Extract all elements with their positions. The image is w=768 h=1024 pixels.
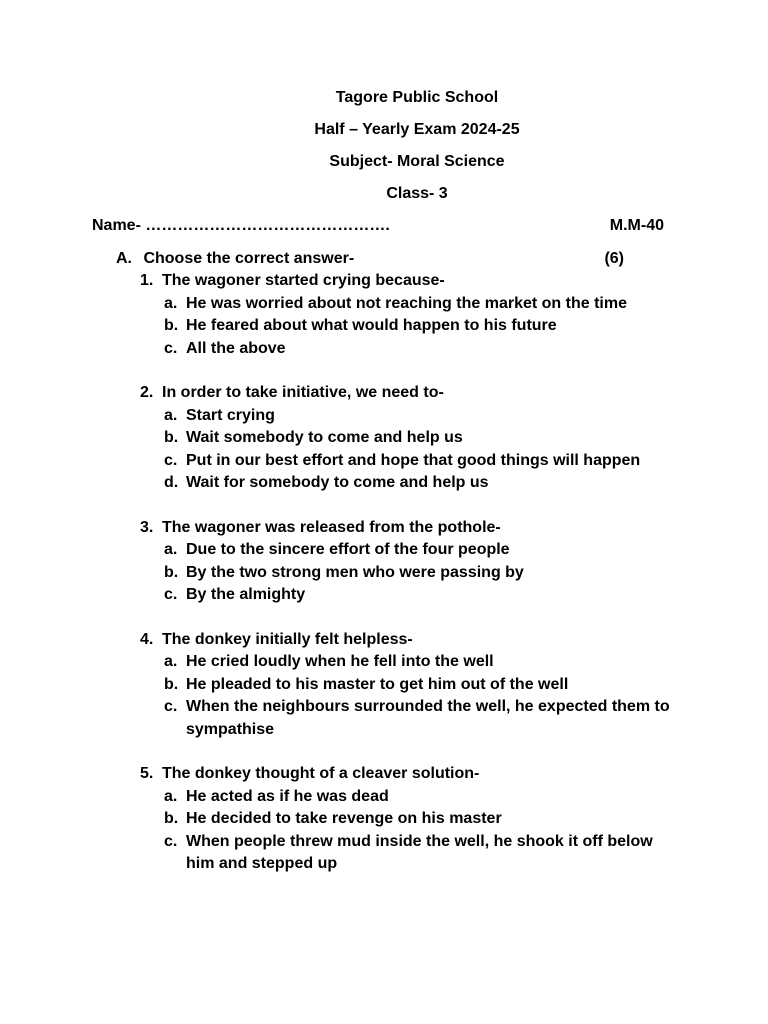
option-letter: a. [164, 541, 178, 558]
option-letter: a. [164, 406, 178, 424]
question-1 [140, 270, 670, 360]
option-letter: d. [164, 474, 179, 491]
option-text: By the almighty [186, 586, 306, 603]
answer-option [140, 808, 670, 831]
answer-option [140, 562, 670, 585]
option-text: When people threw mud inside the well, he shook it off below him and stepped up [186, 832, 653, 872]
answer-option [140, 831, 670, 876]
question-text: The wagoner started crying because- [162, 272, 445, 289]
name-field-line: Name- ………………………………………. [92, 217, 390, 234]
question-5 [140, 763, 670, 876]
question-3 [140, 517, 670, 607]
question-text: The donkey initially felt helpless- [162, 630, 413, 648]
option-letter: c. [164, 339, 178, 357]
question-text: The wagoner was released from the pothole- [162, 518, 501, 536]
answer-option [140, 674, 670, 697]
option-letter: c. [164, 451, 178, 469]
question-2 [140, 382, 670, 495]
option-text: He cried loudly when he fell into the well [186, 653, 494, 670]
question-list [140, 270, 670, 898]
section-heading [116, 249, 624, 269]
option-text: Start crying [186, 406, 275, 424]
exam-title: Half – Yearly Exam 2024-25 [314, 121, 520, 138]
option-letter: c. [164, 586, 178, 603]
option-text: Wait somebody to come and help us [186, 429, 463, 446]
answer-option [140, 651, 670, 674]
option-letter: b. [164, 563, 179, 581]
section-marks: (6) [604, 250, 624, 267]
question-4 [140, 629, 670, 742]
option-text: He acted as if he was dead [186, 787, 389, 805]
subject-line: Subject- Moral Science [329, 153, 505, 170]
option-letter: b. [164, 810, 179, 827]
option-text: He feared about what would happen to his future [186, 317, 557, 334]
option-letter: a. [164, 787, 178, 805]
option-letter: a. [164, 653, 178, 670]
option-letter: a. [164, 294, 178, 312]
question-stem [140, 763, 670, 786]
option-text: When the neighbours surrounded the well, he expected them to sympathise [186, 698, 670, 738]
option-letter: c. [164, 698, 178, 715]
question-number: 3. [140, 518, 154, 536]
option-letter: b. [164, 429, 179, 446]
answer-option [140, 450, 670, 473]
option-text: He pleaded to his master to get him out of the well [186, 675, 569, 693]
option-text: He decided to take revenge on his master [186, 810, 502, 827]
answer-option [140, 696, 670, 741]
question-stem [140, 270, 670, 293]
question-stem [140, 629, 670, 652]
section-title: Choose the correct answer- [143, 250, 355, 267]
question-number: 1. [140, 272, 154, 289]
class-line: Class- 3 [386, 185, 448, 202]
question-number: 5. [140, 765, 154, 782]
name-marks-row [92, 216, 664, 236]
question-text: In order to take initiative, we need to- [162, 384, 444, 401]
answer-option [140, 338, 670, 361]
question-text: The donkey thought of a cleaver solution- [162, 765, 480, 782]
answer-option [140, 539, 670, 562]
option-letter: b. [164, 317, 179, 334]
option-letter: b. [164, 675, 179, 693]
question-stem [140, 517, 670, 540]
option-text: All the above [186, 339, 286, 357]
max-marks: M.M-40 [609, 217, 664, 234]
question-number: 2. [140, 384, 154, 401]
answer-option [140, 405, 670, 428]
option-text: By the two strong men who were passing by [186, 563, 524, 581]
school-name: Tagore Public School [335, 89, 499, 106]
answer-option [140, 427, 670, 450]
answer-option [140, 472, 670, 495]
option-text: He was worried about not reaching the market on the time [186, 294, 627, 312]
answer-option [140, 293, 670, 316]
question-number: 4. [140, 630, 154, 648]
option-text: Wait for somebody to come and help us [186, 474, 489, 491]
answer-option [140, 584, 670, 607]
option-text: Due to the sincere effort of the four people [186, 541, 510, 558]
answer-option [140, 315, 670, 338]
option-letter: c. [164, 832, 178, 850]
question-stem [140, 382, 670, 405]
option-text: Put in our best effort and hope that good things will happen [186, 451, 641, 469]
answer-option [140, 786, 670, 809]
section-letter: A. [116, 250, 132, 267]
